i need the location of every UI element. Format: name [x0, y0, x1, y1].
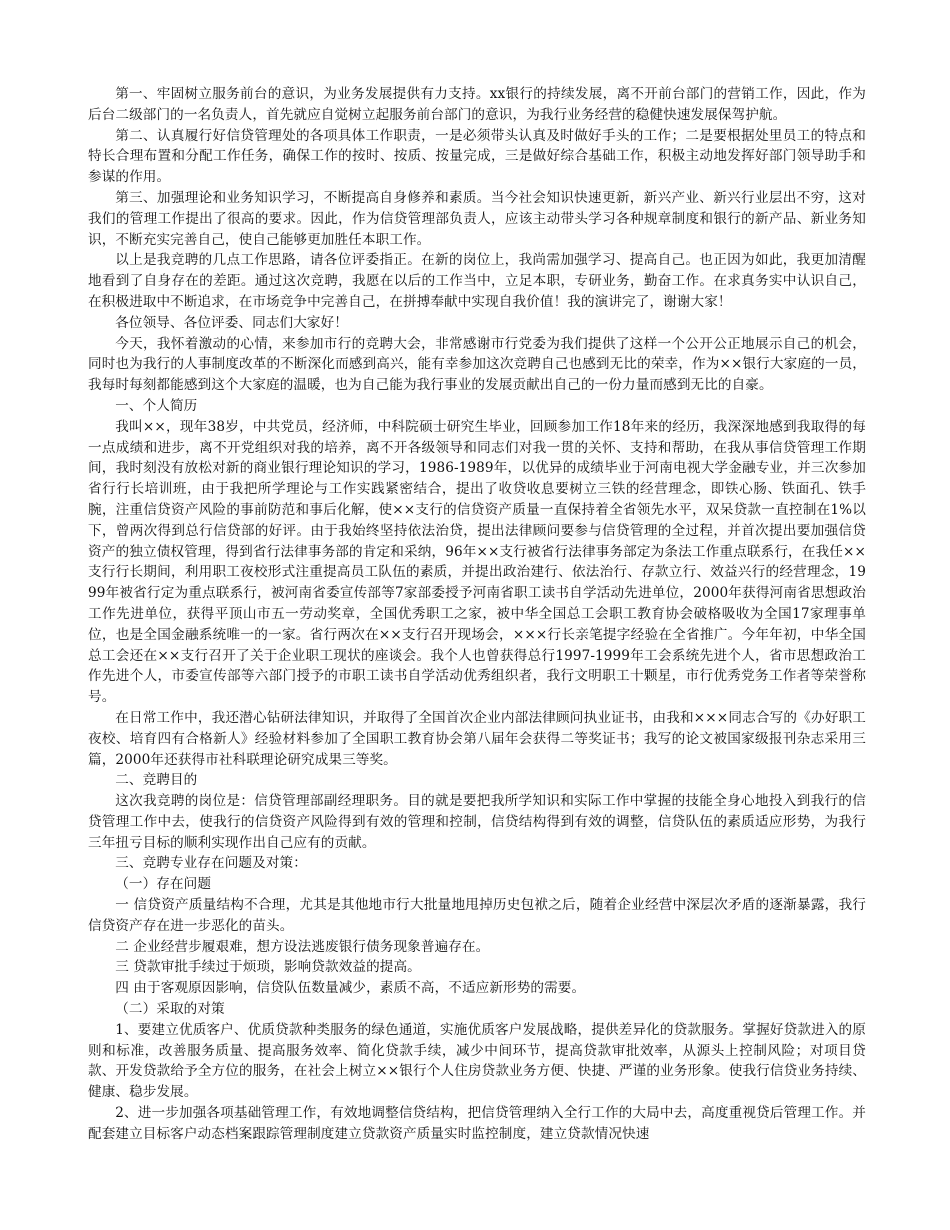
paragraph-1: 第一、牢固树立服务前台的意识，为业务发展提供有力支持。xx银行的持续发展，离不开前台部门的营销工作，因此，作为后台二级部门的一名负责人，首先就应自觉树立起服务前台部门的意识，为我行业务经营的稳健快速发展保驾护航。: [88, 86, 866, 123]
paragraph-daily-work: 在日常工作中，我还潜心钻研法律知识，并取得了全国首次企业内部法律顾问执业证书，由我和×××同志合写的《办好职工夜校、培育四有合格新人》经验材料参加了全国职工教育协会第八届年会获得二等奖证书；我写的论文被国家级报刊杂志采用三篇，2000年还获得市社科联理论研究成果三等奖。: [88, 709, 866, 768]
paragraph-2: 第二、认真履行好信贷管理处的各项具体工作职责，一是必须带头认真及时做好手头的工作；二是要根据处里员工的特点和特长合理布置和分配工作任务，确保工作的按时、按质、按量完成，三是做好综合基础工作，积极主动地发挥好部门领导助手和参谋的作用。: [88, 127, 866, 186]
paragraph-purpose: 这次我竞聘的岗位是：信贷管理部副经理职务。目的就是要把我所学知识和实际工作中掌握的技能全身心地投入到我行的信贷管理工作中去，使我行的信贷资产风险得到有效的管理和控制，信贷结构得到有效的调整，信贷队伍的素质适应形势，为我行三年扭亏目标的顺利实现作出自己应有的贡献。: [88, 793, 866, 851]
measure-item-1: 1、要建立优质客户、优质贷款种类服务的绿色通道，实施优质客户发展战略，提供差异化的贷款服务。掌握好贷款进入的原则和标准，改善服务质量、提高服务效率、简化贷款手续，减少中间环节，提高贷款审批效率，从源头上控制风险；对项目贷款、开发贷款给予全方位的服务，在社会上树立××银行个人住房贷款业务方便、快捷、严谨的业务形象。使我行信贷业务持续、健康、稳步发展。: [88, 1021, 866, 1101]
paragraph-intro: 今天，我怀着激动的心情，来参加市行的竞聘大会，非常感谢市行党委为我们提供了这样一个公开公正地展示自己的机会，同时也为我行的人事制度改革的不断深化而感到高兴，能有幸参加这次竞聘自己也感到无比的荣幸，作为××银行大家庭的一员，我每时每刻都能感到这个大家庭的温暖，也为自己能为我行事业的发展贡献出自己的一份力量而感到无比的自豪。: [88, 335, 866, 394]
greeting: 各位领导、各位评委、同志们大家好！: [115, 314, 348, 331]
section-heading-purpose: 二、竞聘目的: [115, 772, 198, 789]
problem-item-4: 四 由于客观原因影响，信贷队伍数量减少，素质不高，不适应新形势的需要。: [115, 980, 586, 997]
section-heading-problems: 三、竞聘专业存在问题及对策：: [115, 855, 307, 872]
document-page: [88, 84, 866, 1145]
paragraph-4: 以上是我竞聘的几点工作思路，请各位评委指正。在新的岗位上，我尚需加强学习、提高自己。也正因为如此，我更加清醒地看到了自身存在的差距。通过这次竞聘，我愿在以后的工作当中，立足本职，专研业务，勤奋工作。在求真务实中认识自己，在积极进取中不断追求，在市场竞争中完善自己，在拼搏奉献中实现自我价值！我的演讲完了，谢谢大家！: [88, 252, 866, 310]
measure-item-2: 2、进一步加强各项基础管理工作，有效地调整信贷结构，把信贷管理纳入全行工作的大局中去，高度重视贷后管理工作。并配套建立目标客户动态档案跟踪管理制度建立贷款资产质量实时监控制度，建立贷款情况快速: [88, 1105, 866, 1142]
problem-item-2: 二 企业经营步履艰难，想方设法逃废银行债务现象普遍存在。: [115, 938, 490, 955]
subheading-measures: （二）采取的对策: [115, 1001, 225, 1018]
subheading-problems: （一）存在问题: [115, 876, 212, 893]
paragraph-resume: 我叫××，现年38岁，中共党员，经济师，中科院硕士研究生毕业，回顾参加工作18年来的经历，我深深地感到我取得的每一点成绩和进步，离不开党组织对我的培养，离不开各级领导和同志们对我一贯的关怀、支持和帮助，在我从事信贷管理工作期间，我时刻没有放松对新的商业银行理论知识的学习，1986-1989年，以优异的成绩毕业于河南电视大学金融专业，并三次参加省行行长培训班，由于我把所学理论与工作实践紧密结合，提出了收贷收息要树立三铁的经营理念，即铁心肠、铁面孔、铁手腕，注重信贷资产风险的事前防范和事后化解，使××支行的信贷资产质量一直保持着全省领先水平，双呆贷款一直控制在1%以下，曾两次得到总行信贷部的好评。由于我始终坚持依法治贷，提出法律顾问要参与信贷管理的全过程，并首次提出要加强信贷资产的独立债权管理，得到省行法律事务部的肯定和采纳，96年××支行被省行法律事务部定为条法工作重点联系行，在我任××支行行长期间，利用职工夜校形式注重提高员工队伍的素质，并提出政治建行、依法治行、存款立行、效益兴行的经营理念，1999年被省行定为重点联系行，被河南省委宣传部等7家部委授予河南省职工读书自学活动先进单位，2000年获得河南省思想政治工作先进单位，获得平顶山市五一劳动奖章，全国优秀职工之家，被中华全国总工会职工教育协会破格吸收为全国17家理事单位，也是全国金融系统唯一的一家。省行两次在××支行召开现场会，×××行长亲笔提字经验在全省推广。今年年初，中华全国总工会还在××支行召开了关于企业职工现状的座谈会。我个人也曾获得总行1997-1999年工会系统先进个人，省市思想政治工作先进个人，市委宣传部等六部门授予的市职工读书自学活动优秀组织者，我行文明职工十颗星，市行优秀党务工作者等荣誉称号。: [88, 418, 866, 706]
section-heading-resume: 一、个人简历: [115, 397, 198, 414]
paragraph-3: 第三、加强理论和业务知识学习，不断提高自身修养和素质。当今社会知识快速更新，新兴产业、新兴行业层出不穷，这对我们的管理工作提出了很高的要求。因此，作为信贷管理部负责人，应该主动带头学习各种规章制度和银行的新产品、新业务知识，不断充实完善自己，使自己能够更加胜任本职工作。: [88, 189, 866, 248]
problem-item-3: 三 贷款审批手续过于烦琐，影响贷款效益的提高。: [115, 959, 421, 976]
problem-item-1: 一 信贷资产质量结构不合理，尤其是其他地市行大批量地甩掉历史包袱之后，随着企业经营中深层次矛盾的逐渐暴露，我行信贷资产存在进一步恶化的苗头。: [88, 897, 866, 934]
